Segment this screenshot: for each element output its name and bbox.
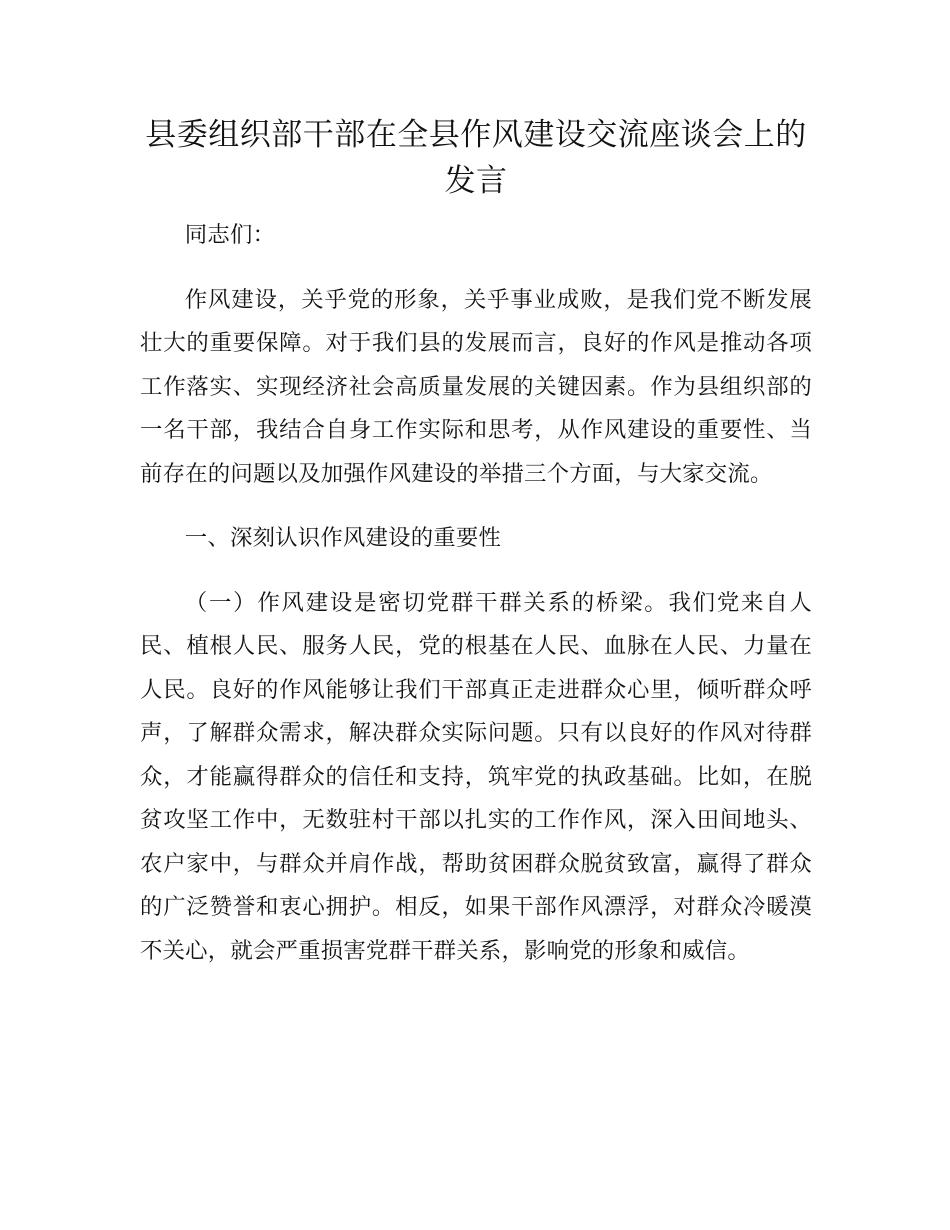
document-title: 县委组织部干部在全县作风建设交流座谈会上的发言 xyxy=(145,117,807,199)
section-paragraph: （一）作风建设是密切党群干群关系的桥梁。我们党来自人民、植根人民、服务人民，党的根基在人民、血脉在人民、力量在人民。良好的作风能够让我们干部真正走进群众心里，倾听群众呼声，了解群众需求，解决群众实际问题。只有以良好的作风对待群众，才能赢得群众的信任和支持，筑牢党的执政基础。比如，在脱贫攻坚工作中，无数驻村干部以扎实的工作作风，深入田间地头、农户家中，与群众并肩作战，帮助贫困群众脱贫致富，赢得了群众的广泛赞誉和衷心拥护。相反，如果干部作风漂浮，对群众冷暖漠不关心，就会严重损害党群干群关系，影响党的形象和威信。 xyxy=(140,589,812,964)
section-heading: 一、深刻认识作风建设的重要性 xyxy=(184,525,502,551)
intro-paragraph: 作风建设，关乎党的形象，关乎事业成败，是我们党不断发展壮大的重要保障。对于我们县的发展而言，良好的作风是推动各项工作落实、实现经济社会高质量发展的关键因素。作为县组织部的一名干部，我结合自身工作实际和思考，从作风建设的重要性、当前存在的问题以及加强作风建设的举措三个方面，与大家交流。 xyxy=(140,286,812,487)
salutation: 同志们： xyxy=(184,222,276,248)
document-body xyxy=(140,214,812,979)
